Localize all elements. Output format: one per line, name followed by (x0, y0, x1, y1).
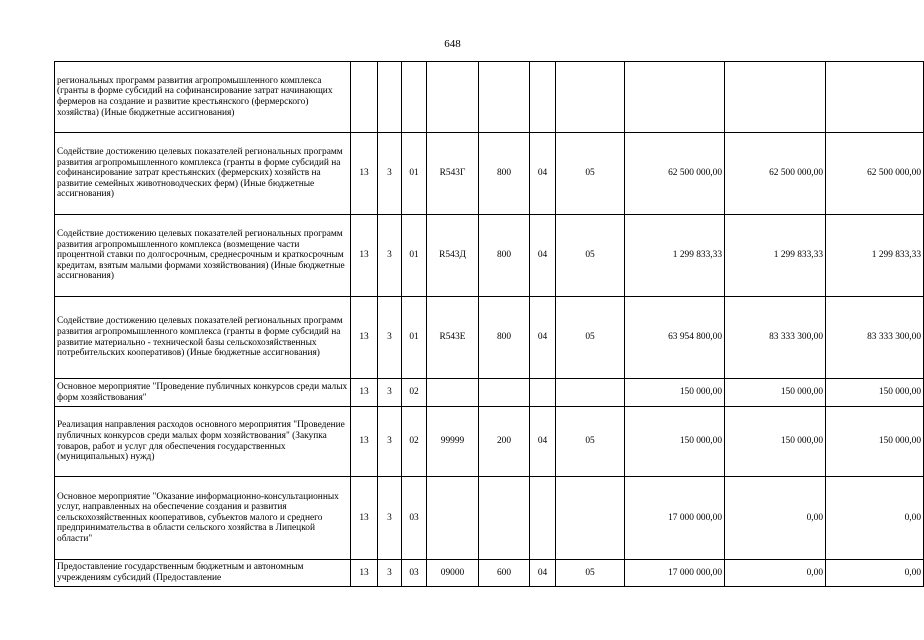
cell-program-code: 3 (378, 133, 402, 215)
cell-expense-type (479, 477, 530, 560)
cell-description: Основное мероприятие "Проведение публичных конкурсов среди малых форм хозяйствования" (55, 379, 351, 407)
table-row (55, 297, 924, 379)
cell-amount-year-2: 150 000,00 (725, 379, 826, 407)
cell-subprogram-code (402, 62, 427, 133)
cell-section: 04 (530, 407, 556, 477)
cell-amount-year-2: 83 333 300,00 (725, 297, 826, 379)
cell-section: 04 (530, 297, 556, 379)
cell-amount-year-3: 62 500 000,00 (826, 133, 924, 215)
cell-expense-direction: R543Е (427, 297, 479, 379)
cell-expense-type: 800 (479, 297, 530, 379)
cell-expense-type: 800 (479, 215, 530, 297)
table-row (55, 379, 924, 407)
cell-program-code: 3 (378, 215, 402, 297)
cell-expense-type: 800 (479, 133, 530, 215)
cell-section: 04 (530, 133, 556, 215)
cell-amount-year-2: 1 299 833,33 (725, 215, 826, 297)
cell-description: региональных программ развития агропромышленного комплекса (гранты в форме субсидий на софинансирование затрат начинающих фермеров на создание и развитие крестьянского (фермерского) хозяйства) (Иные бюджетные ассигнования) (55, 62, 351, 133)
cell-subsection: 05 (556, 215, 625, 297)
cell-section (530, 477, 556, 560)
cell-description: Содействие достижению целевых показателей региональных программ развития агропромышленного комплекса (гранты в форме субсидий на софинансирование затрат крестьянских (фермерских) хозяйств на развитие семейных животноводческих ферм) (Иные бюджетные ассигнования) (55, 133, 351, 215)
cell-subsection: 05 (556, 133, 625, 215)
cell-description: Содействие достижению целевых показателей региональных программ развития агропромышленного комплекса (возмещение части процентной ставки по долгосрочным, среднесрочным и краткосрочным кредитам, взятым малыми формами хозяйствования) (Иные бюджетные ассигнования) (55, 215, 351, 297)
cell-program-code: 3 (378, 407, 402, 477)
cell-expense-type: 200 (479, 407, 530, 477)
cell-expense-direction: R543Д (427, 215, 479, 297)
cell-ministry-code: 13 (351, 407, 378, 477)
cell-amount-year-3: 150 000,00 (826, 379, 924, 407)
cell-amount-year-2 (725, 62, 826, 133)
cell-amount-year-3: 150 000,00 (826, 407, 924, 477)
cell-subsection: 05 (556, 560, 625, 587)
cell-subprogram-code: 01 (402, 133, 427, 215)
cell-amount-year-1 (625, 62, 725, 133)
cell-subprogram-code: 03 (402, 477, 427, 560)
cell-amount-year-2: 0,00 (725, 477, 826, 560)
cell-expense-direction (427, 62, 479, 133)
cell-amount-year-3: 0,00 (826, 560, 924, 587)
cell-ministry-code: 13 (351, 560, 378, 587)
cell-expense-direction: R543Г (427, 133, 479, 215)
cell-subprogram-code: 01 (402, 215, 427, 297)
cell-ministry-code: 13 (351, 477, 378, 560)
cell-amount-year-1: 1 299 833,33 (625, 215, 725, 297)
cell-subsection (556, 379, 625, 407)
cell-ministry-code: 13 (351, 133, 378, 215)
table-body (55, 62, 924, 587)
cell-amount-year-2: 0,00 (725, 560, 826, 587)
cell-ministry-code: 13 (351, 215, 378, 297)
cell-amount-year-1: 17 000 000,00 (625, 560, 725, 587)
cell-expense-direction (427, 477, 479, 560)
table-row (55, 407, 924, 477)
cell-expense-direction: 99999 (427, 407, 479, 477)
table-row (55, 133, 924, 215)
cell-amount-year-3: 1 299 833,33 (826, 215, 924, 297)
cell-expense-type (479, 379, 530, 407)
cell-program-code (378, 62, 402, 133)
table-row (55, 215, 924, 297)
cell-subprogram-code: 02 (402, 407, 427, 477)
cell-amount-year-1: 17 000 000,00 (625, 477, 725, 560)
cell-description: Предоставление государственным бюджетным и автономным учреждениям субсидий (Предоставление (55, 560, 351, 587)
cell-subsection (556, 62, 625, 133)
budget-table (54, 61, 924, 587)
cell-program-code: 3 (378, 379, 402, 407)
cell-description: Содействие достижению целевых показателей региональных программ развития агропромышленного комплекса (гранты в форме субсидий на развитие материально - технической базы сельскохозяйственных потребительских кооперативов) (Иные бюджетные ассигнования) (55, 297, 351, 379)
cell-expense-direction: 09000 (427, 560, 479, 587)
cell-description: Реализация направления расходов основного мероприятия "Проведение публичных конкурсов среди малых форм хозяйствования" (Закупка товаров, работ и услуг для обеспечения государственных (муниципальных) нужд) (55, 407, 351, 477)
table-row (55, 62, 924, 133)
cell-subsection: 05 (556, 297, 625, 379)
cell-section (530, 379, 556, 407)
cell-program-code: 3 (378, 477, 402, 560)
cell-subsection (556, 477, 625, 560)
cell-description: Основное мероприятие "Оказание информационно-консультационных услуг, направленных на обеспечение создания и развития сельскохозяйственных кооперативов, субъектов малого и среднего предпринимательства в области сельского хозяйства в Липецкой области" (55, 477, 351, 560)
cell-ministry-code: 13 (351, 379, 378, 407)
cell-section: 04 (530, 215, 556, 297)
cell-program-code: 3 (378, 560, 402, 587)
cell-amount-year-3: 83 333 300,00 (826, 297, 924, 379)
table-row (55, 560, 924, 587)
cell-amount-year-3: 0,00 (826, 477, 924, 560)
cell-amount-year-1: 150 000,00 (625, 379, 725, 407)
cell-amount-year-2: 62 500 000,00 (725, 133, 826, 215)
cell-subprogram-code: 02 (402, 379, 427, 407)
cell-amount-year-1: 62 500 000,00 (625, 133, 725, 215)
table-row (55, 477, 924, 560)
cell-amount-year-3 (826, 62, 924, 133)
cell-amount-year-1: 150 000,00 (625, 407, 725, 477)
cell-ministry-code: 13 (351, 297, 378, 379)
cell-amount-year-1: 63 954 800,00 (625, 297, 725, 379)
cell-subsection: 05 (556, 407, 625, 477)
cell-expense-type (479, 62, 530, 133)
cell-expense-type: 600 (479, 560, 530, 587)
cell-amount-year-2: 150 000,00 (725, 407, 826, 477)
cell-subprogram-code: 03 (402, 560, 427, 587)
cell-section: 04 (530, 560, 556, 587)
page-number: 648 (444, 38, 461, 50)
cell-expense-direction (427, 379, 479, 407)
cell-section (530, 62, 556, 133)
cell-program-code: 3 (378, 297, 402, 379)
cell-ministry-code (351, 62, 378, 133)
cell-subprogram-code: 01 (402, 297, 427, 379)
